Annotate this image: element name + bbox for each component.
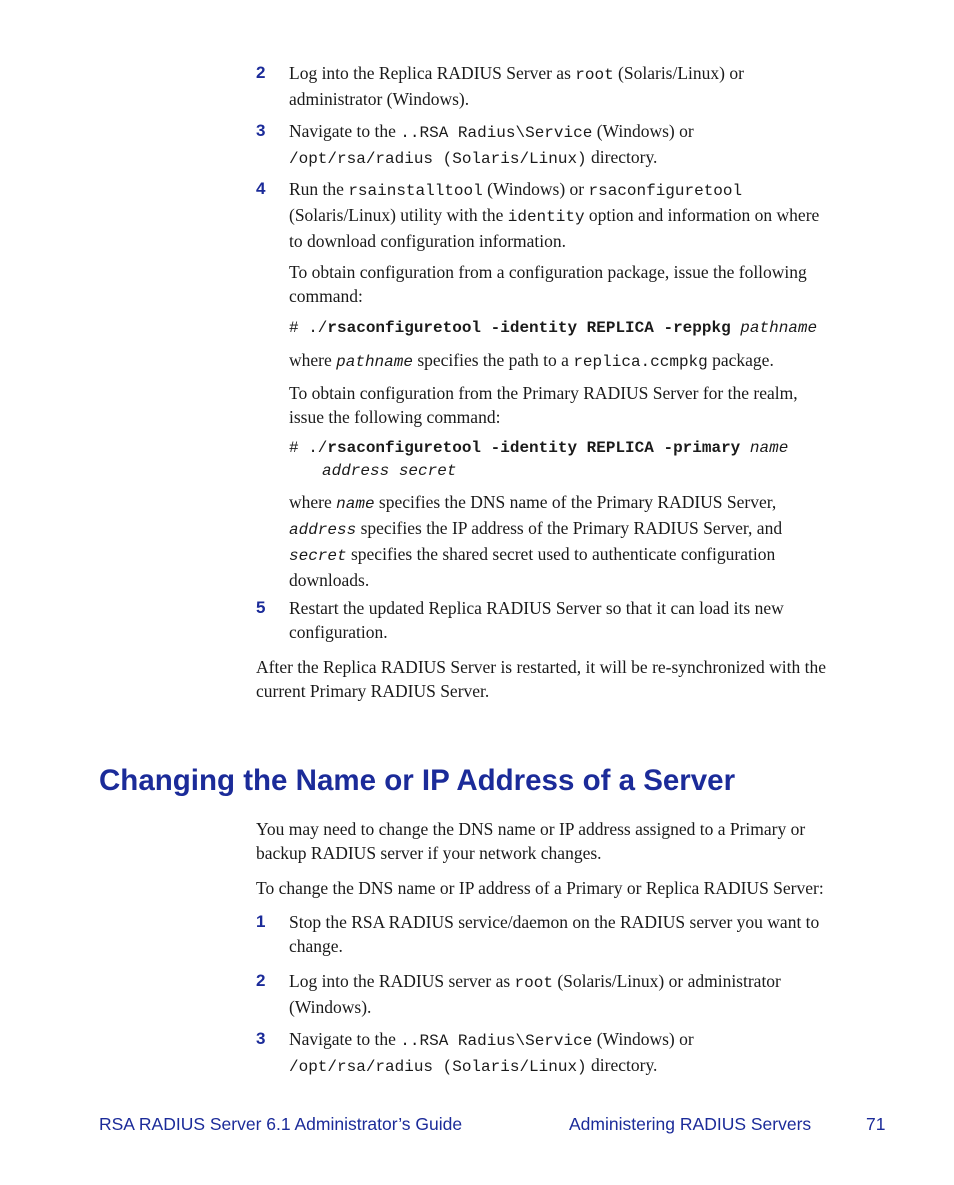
package-intro: To obtain configuration from a configuration package, issue the following command: xyxy=(289,262,807,306)
command-primary: # ./rsaconfiguretool -identity REPLICA -primary name address secret xyxy=(289,439,789,480)
package-where: where pathname specifies the path to a replica.ccmpkg package. xyxy=(289,350,774,371)
footer-chapter-title: Administering RADIUS Servers xyxy=(569,1114,812,1134)
section-paragraph: You may need to change the DNS name or IP address assigned to a Primary or backup RADIUS server if your network changes. xyxy=(256,819,806,863)
after-paragraph: After the Replica RADIUS Server is restarted, it will be re-synchronized with the current Primary RADIUS Server. xyxy=(256,657,827,701)
step-text: Restart the updated Replica RADIUS Server so that it can load its new configuration. xyxy=(289,598,784,642)
command-reppkg: # ./rsaconfiguretool -identity REPLICA -reppkg pathname xyxy=(289,319,818,337)
step-number: 2 xyxy=(256,971,266,990)
footer-guide-title: RSA RADIUS Server 6.1 Administrator’s Guide xyxy=(99,1114,463,1134)
footer-page-number: 71 xyxy=(866,1114,886,1134)
primary-intro: To obtain configuration from the Primary RADIUS Server for the realm, issue the following command: xyxy=(289,383,798,427)
step-text: Navigate to the ..RSA Radius\Service (Windows) or /opt/rsa/radius (Solaris/Linux) directory. xyxy=(289,121,694,168)
step-text: Log into the RADIUS server as root (Solaris/Linux) or administrator (Windows). xyxy=(289,971,781,1017)
primary-where: where name specifies the DNS name of the Primary RADIUS Server, address specifies the IP address of the Primary RADIUS Server, and secret specifies the shared secret used to authenticate configuration downloads. xyxy=(289,492,783,590)
step-text: Log into the Replica RADIUS Server as root (Solaris/Linux) or administrator (Windows). xyxy=(289,63,744,109)
step-text: Navigate to the ..RSA Radius\Service (Windows) or /opt/rsa/radius (Solaris/Linux) directory. xyxy=(289,1029,694,1076)
step-text: Run the rsainstalltool (Windows) or rsaconfiguretool (Solaris/Linux) utility with the identity option and information on where to download configuration information. xyxy=(289,179,820,251)
section-heading: Changing the Name or IP Address of a Server xyxy=(99,764,736,797)
step-text: Stop the RSA RADIUS service/daemon on the RADIUS server you want to change. xyxy=(289,912,820,956)
step-number: 5 xyxy=(256,598,266,617)
step-number: 1 xyxy=(256,912,266,931)
step-number: 3 xyxy=(256,121,266,140)
section-intro: To change the DNS name or IP address of a Primary or Replica RADIUS Server: xyxy=(256,878,824,898)
step-number: 4 xyxy=(256,179,266,198)
step-number: 2 xyxy=(256,63,266,82)
step-number: 3 xyxy=(256,1029,266,1048)
